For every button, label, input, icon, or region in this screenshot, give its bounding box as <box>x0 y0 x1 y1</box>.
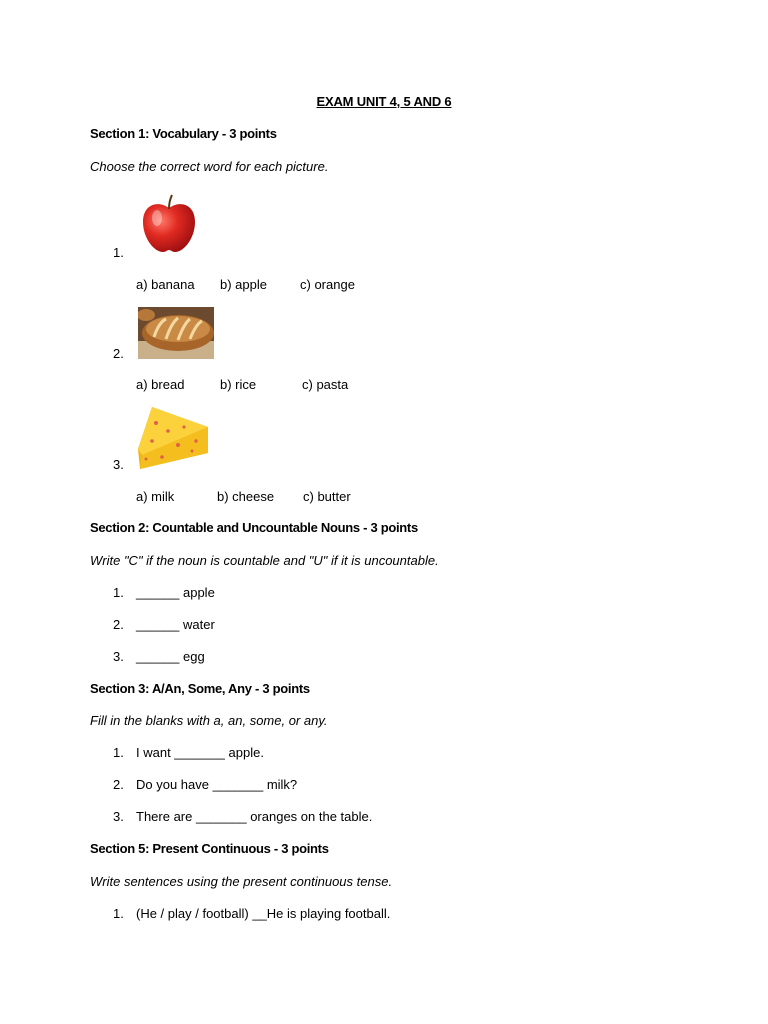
section1-item2-option-a: a) bread <box>136 377 185 392</box>
section3-heading: Section 3: A/An, Some, Any - 3 points <box>90 681 310 696</box>
section1-item2-number: 2. <box>113 346 124 361</box>
section1-item3-option-a: a) milk <box>136 489 175 504</box>
section1-item3-option-c: c) butter <box>303 489 351 504</box>
section3-item3-number: 3. <box>113 809 124 824</box>
section5-item1-text: (He / play / football) __He is playing football. <box>136 906 391 921</box>
section1-item1-number: 1. <box>113 245 124 260</box>
section3-item1-text: I want _______ apple. <box>136 745 264 760</box>
cheese-image <box>134 405 212 471</box>
section1-item2-option-c: c) pasta <box>302 377 349 392</box>
section3-instruction: Fill in the blanks with a, an, some, or any. <box>90 713 328 728</box>
section1-item1-option-a: a) banana <box>136 277 195 292</box>
document-title: EXAM UNIT 4, 5 AND 6 <box>316 94 452 109</box>
bread-image <box>138 307 214 359</box>
section1-item2-option-b: b) rice <box>220 377 257 392</box>
section2-item2-number: 2. <box>113 617 124 632</box>
section5-instruction: Write sentences using the present continuous tense. <box>90 874 393 889</box>
section2-item1-text: ______ apple <box>136 585 215 600</box>
section1-instruction: Choose the correct word for each picture. <box>90 159 329 174</box>
section2-item2-text: ______ water <box>136 617 215 632</box>
section3-item1-number: 1. <box>113 745 124 760</box>
section1-item1-option-c: c) orange <box>300 277 355 292</box>
apple-image <box>140 194 198 254</box>
section5-item1-number: 1. <box>113 906 124 921</box>
section1-item1-option-b: b) apple <box>220 277 267 292</box>
section5-heading: Section 5: Present Continuous - 3 points <box>90 841 329 856</box>
section2-instruction: Write "C" if the noun is countable and "U" if it is uncountable. <box>90 553 439 568</box>
section2-heading: Section 2: Countable and Uncountable Nouns - 3 points <box>90 520 418 535</box>
section2-item3-text: ______ egg <box>136 649 205 664</box>
section3-item3-text: There are _______ oranges on the table. <box>136 809 373 824</box>
section3-item2-number: 2. <box>113 777 124 792</box>
section1-item3-number: 3. <box>113 457 124 472</box>
section3-item2-text: Do you have _______ milk? <box>136 777 298 792</box>
section2-item3-number: 3. <box>113 649 124 664</box>
section1-item3-option-b: b) cheese <box>217 489 275 504</box>
section1-heading: Section 1: Vocabulary - 3 points <box>90 126 277 141</box>
section2-item1-number: 1. <box>113 585 124 600</box>
